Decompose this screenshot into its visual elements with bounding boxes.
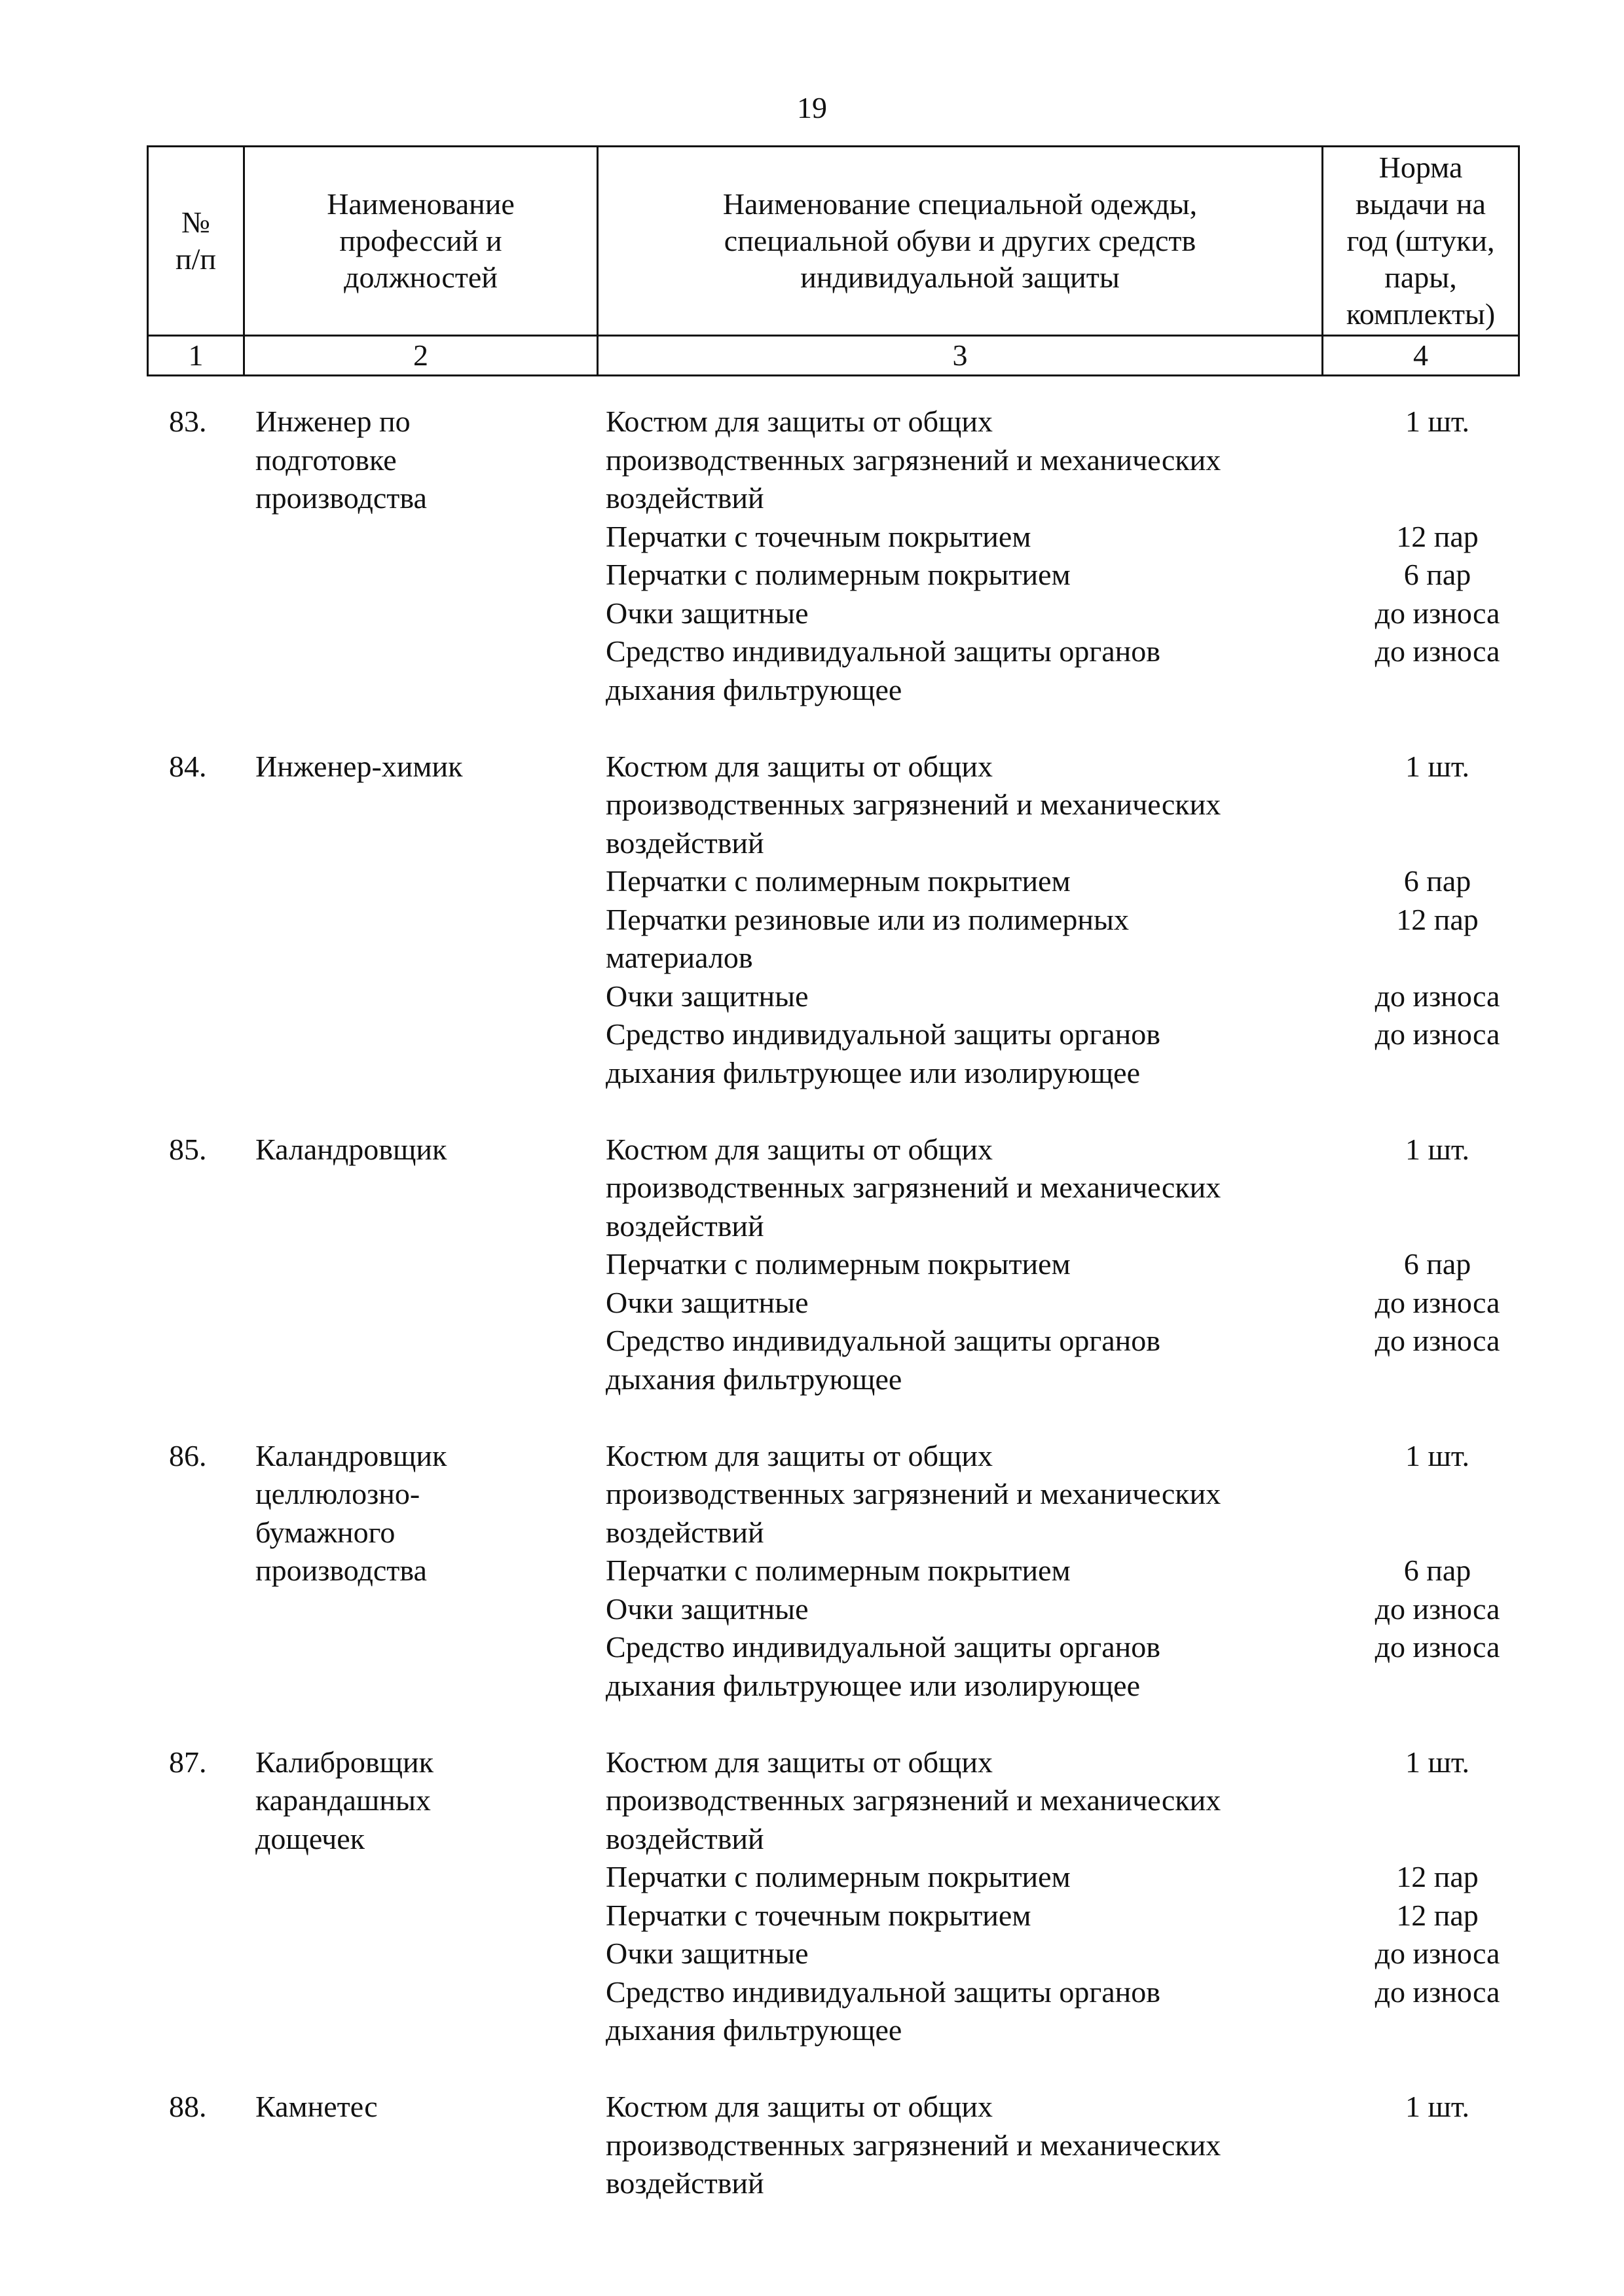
- issue-norm: 12 пар: [1396, 1860, 1479, 1893]
- equipment-line: Средство индивидуальной защиты органов: [606, 1630, 1160, 1664]
- header-col-equipment: Наименование специальной одежды, специальной обуви и других средств индивидуальной защиты: [598, 147, 1323, 336]
- profession-line: Каландровщик: [255, 1438, 447, 1472]
- issue-norm: до износа: [1375, 979, 1500, 1013]
- equipment-item: [606, 1284, 1522, 1322]
- equipment-line: дыхания фильтрующее или изолирующее: [606, 1668, 1140, 1702]
- equipment-item: [606, 1437, 1522, 1552]
- equipment-line: Перчатки с полимерным покрытием: [606, 864, 1071, 898]
- equipment-line: воздействий: [606, 481, 764, 515]
- issue-norm: 1 шт.: [1405, 1438, 1470, 1472]
- equipment-name: [606, 901, 1352, 977]
- column-number-4: 4: [1323, 336, 1519, 376]
- equipment-name: [606, 2088, 1352, 2203]
- equipment-line: дыхания фильтрующее: [606, 2013, 902, 2047]
- equipment-item: [606, 1015, 1522, 1092]
- equipment-line: Костюм для защиты от общих: [606, 1438, 993, 1472]
- profession-line: производства: [255, 481, 427, 515]
- equipment-item: [606, 1322, 1522, 1398]
- equipment-name: [606, 1015, 1352, 1092]
- issue-norm: 1 шт.: [1405, 1132, 1470, 1166]
- equipment-line: Перчатки резиновые или из полимерных: [606, 902, 1129, 936]
- issue-norm: 6 пар: [1403, 864, 1471, 898]
- equipment-line: Костюм для защиты от общих: [606, 1132, 993, 1166]
- equipment-list: [606, 403, 1522, 709]
- equipment-line: дыхания фильтрующее или изолирующее: [606, 1055, 1140, 1089]
- entry-row: [0, 1131, 1624, 1399]
- equipment-line: Средство индивидуальной защиты органов: [606, 634, 1160, 668]
- entry-number: 85.: [169, 1132, 207, 1166]
- issue-norm: до износа: [1375, 1937, 1500, 1970]
- profession-line: подготовке: [255, 443, 397, 477]
- equipment-name: [606, 1590, 1352, 1629]
- equipment-item: [606, 594, 1522, 633]
- profession-line: Камнетес: [255, 2090, 378, 2123]
- issue-norm: до износа: [1375, 1285, 1500, 1319]
- equipment-name: [606, 556, 1352, 594]
- equipment-item: [606, 1590, 1522, 1629]
- equipment-item: [606, 518, 1522, 556]
- equipment-line: Очки защитные: [606, 1592, 809, 1626]
- profession-name: [255, 403, 583, 518]
- equipment-item: [606, 556, 1522, 594]
- equipment-item: [606, 1552, 1522, 1590]
- entry-row: [0, 1437, 1624, 1705]
- header-col-profession: Наименование профессий и должностей: [244, 147, 598, 336]
- equipment-name: [606, 1322, 1352, 1398]
- equipment-list: [606, 2088, 1522, 2203]
- profession-line: бумажного: [255, 1515, 396, 1549]
- profession-line: Инженер-химик: [255, 749, 463, 783]
- issue-norm: до износа: [1375, 596, 1500, 630]
- equipment-line: Очки защитные: [606, 1285, 809, 1319]
- equipment-name: [606, 1245, 1352, 1284]
- equipment-name: [606, 1743, 1352, 1859]
- equipment-name: [606, 1131, 1352, 1246]
- profession-name: [255, 748, 583, 786]
- entry-row: [0, 403, 1624, 709]
- issue-norm: 6 пар: [1403, 558, 1471, 591]
- equipment-item: [606, 1131, 1522, 1246]
- profession-name: [255, 1131, 583, 1169]
- equipment-line: дыхания фильтрующее: [606, 672, 902, 706]
- issue-norm: до износа: [1375, 634, 1500, 668]
- equipment-line: воздействий: [606, 1515, 764, 1549]
- column-number-1: 1: [148, 336, 244, 376]
- equipment-name: [606, 977, 1352, 1016]
- equipment-line: Костюм для защиты от общих: [606, 2090, 993, 2123]
- issue-norm: 12 пар: [1396, 519, 1479, 553]
- equipment-line: воздействий: [606, 1209, 764, 1243]
- issue-norm: 1 шт.: [1405, 405, 1470, 438]
- profession-line: Каландровщик: [255, 1132, 447, 1166]
- entry-number: 84.: [169, 749, 207, 783]
- equipment-item: [606, 1897, 1522, 1935]
- equipment-item: [606, 862, 1522, 901]
- equipment-item: [606, 1743, 1522, 1859]
- equipment-line: воздействий: [606, 2166, 764, 2200]
- equipment-line: Очки защитные: [606, 596, 809, 630]
- equipment-line: Перчатки с полимерным покрытием: [606, 1247, 1071, 1281]
- issue-norm: 6 пар: [1403, 1247, 1471, 1281]
- issue-norm: до износа: [1375, 1017, 1500, 1051]
- equipment-line: Средство индивидуальной защиты органов: [606, 1017, 1160, 1051]
- equipment-line: материалов: [606, 941, 753, 974]
- equipment-list: [606, 1131, 1522, 1399]
- header-col-norm: Норма выдачи на год (штуки, пары, комплекты): [1323, 147, 1519, 336]
- equipment-list: [606, 1743, 1522, 2050]
- equipment-name: [606, 748, 1352, 863]
- equipment-line: дыхания фильтрующее: [606, 1362, 902, 1396]
- issue-norm: до износа: [1375, 1592, 1500, 1626]
- equipment-line: Очки защитные: [606, 979, 809, 1013]
- equipment-line: воздействий: [606, 1821, 764, 1855]
- equipment-name: [606, 1897, 1352, 1935]
- equipment-item: [606, 1858, 1522, 1897]
- equipment-item: [606, 901, 1522, 977]
- equipment-name: [606, 1628, 1352, 1705]
- issue-norm: до износа: [1375, 1975, 1500, 2009]
- equipment-name: [606, 594, 1352, 633]
- entry-row: [0, 2088, 1624, 2203]
- entries-list: [0, 403, 1624, 2241]
- issue-norm: 12 пар: [1396, 902, 1479, 936]
- issue-norm: 1 шт.: [1405, 749, 1470, 783]
- profession-name: [255, 1437, 583, 1590]
- equipment-line: Очки защитные: [606, 1937, 809, 1970]
- equipment-line: воздействий: [606, 826, 764, 860]
- equipment-item: [606, 977, 1522, 1016]
- equipment-line: Перчатки с полимерным покрытием: [606, 1860, 1071, 1893]
- entry-number: 86.: [169, 1438, 207, 1472]
- equipment-name: [606, 862, 1352, 901]
- equipment-line: Перчатки с точечным покрытием: [606, 519, 1031, 553]
- issue-norm: до износа: [1375, 1324, 1500, 1357]
- entry-number: 88.: [169, 2090, 207, 2123]
- equipment-list: [606, 1437, 1522, 1705]
- equipment-line: Перчатки с точечным покрытием: [606, 1898, 1031, 1932]
- profession-line: Инженер по: [255, 405, 411, 438]
- equipment-line: Средство индивидуальной защиты органов: [606, 1975, 1160, 2009]
- column-number-2: 2: [244, 336, 598, 376]
- equipment-line: производственных загрязнений и механических: [606, 788, 1221, 821]
- profession-line: карандашных: [255, 1783, 431, 1817]
- equipment-name: [606, 403, 1352, 518]
- equipment-line: Костюм для защиты от общих: [606, 405, 993, 438]
- equipment-line: производственных загрязнений и механических: [606, 1477, 1221, 1510]
- equipment-item: [606, 1973, 1522, 2050]
- issue-norm: 1 шт.: [1405, 2090, 1470, 2123]
- equipment-name: [606, 1284, 1352, 1322]
- equipment-item: [606, 1245, 1522, 1284]
- equipment-line: производственных загрязнений и механических: [606, 443, 1221, 477]
- page-number: 19: [797, 91, 827, 124]
- entry-number: 87.: [169, 1745, 207, 1779]
- profession-name: [255, 2088, 583, 2126]
- equipment-name: [606, 1858, 1352, 1897]
- entry-number: 83.: [169, 405, 207, 438]
- equipment-list: [606, 748, 1522, 1093]
- entry-row: [0, 748, 1624, 1093]
- profession-line: производства: [255, 1554, 427, 1587]
- equipment-line: производственных загрязнений и механических: [606, 2128, 1221, 2162]
- issue-norm: 6 пар: [1403, 1554, 1471, 1587]
- equipment-item: [606, 748, 1522, 863]
- equipment-item: [606, 1935, 1522, 1973]
- equipment-item: [606, 403, 1522, 518]
- entry-row: [0, 1743, 1624, 2050]
- equipment-name: [606, 1973, 1352, 2050]
- issue-norm: 12 пар: [1396, 1898, 1479, 1932]
- table-header: [147, 145, 1520, 376]
- issue-norm: до износа: [1375, 1630, 1500, 1664]
- issue-norm: 1 шт.: [1405, 1745, 1470, 1779]
- equipment-line: Костюм для защиты от общих: [606, 1745, 993, 1779]
- column-number-3: 3: [598, 336, 1323, 376]
- equipment-line: производственных загрязнений и механических: [606, 1783, 1221, 1817]
- equipment-line: производственных загрязнений и механических: [606, 1171, 1221, 1204]
- equipment-name: [606, 1552, 1352, 1590]
- profession-name: [255, 1743, 583, 1859]
- equipment-name: [606, 1437, 1352, 1552]
- equipment-item: [606, 2088, 1522, 2203]
- header-col-number: № п/п: [148, 147, 244, 336]
- equipment-name: [606, 1935, 1352, 1973]
- profession-line: Калибровщик: [255, 1745, 434, 1779]
- equipment-line: Перчатки с полимерным покрытием: [606, 1554, 1071, 1587]
- equipment-item: [606, 1628, 1522, 1705]
- equipment-name: [606, 632, 1352, 709]
- equipment-name: [606, 518, 1352, 556]
- equipment-line: Костюм для защиты от общих: [606, 749, 993, 783]
- profession-line: целлюлозно-: [255, 1477, 420, 1510]
- equipment-line: Средство индивидуальной защиты органов: [606, 1324, 1160, 1357]
- equipment-item: [606, 632, 1522, 709]
- equipment-line: Перчатки с полимерным покрытием: [606, 558, 1071, 591]
- profession-line: дощечек: [255, 1821, 365, 1855]
